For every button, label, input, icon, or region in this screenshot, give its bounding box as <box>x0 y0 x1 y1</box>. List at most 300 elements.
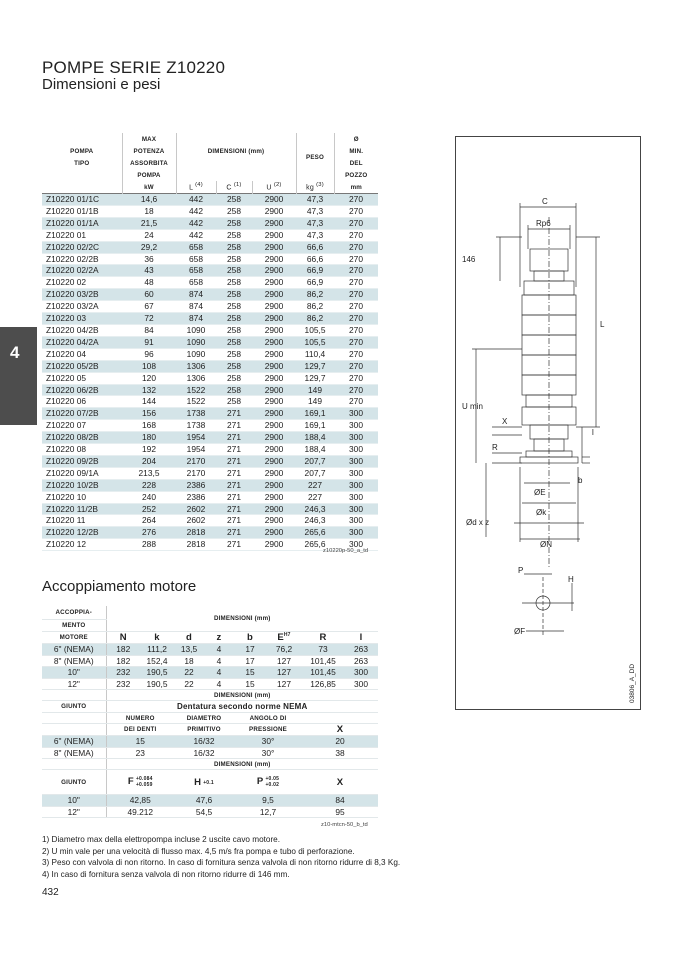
table-cell: 21,5 <box>122 217 176 229</box>
table-cell: 246,3 <box>296 503 334 515</box>
table-cell: 2900 <box>252 444 296 456</box>
table-cell: 190,5 <box>140 667 174 679</box>
label-k: Øk <box>536 508 547 517</box>
table-cell: 127 <box>266 667 302 679</box>
table-cell: 49.212 <box>106 806 174 818</box>
table-cell: 271 <box>216 420 252 432</box>
table-row <box>42 241 378 253</box>
table-cell: 2818 <box>176 539 216 551</box>
table-cell: 240 <box>122 491 176 503</box>
table-cell: 271 <box>216 503 252 515</box>
table-cell: 271 <box>216 491 252 503</box>
table-cell: 12" <box>42 678 106 690</box>
table-row <box>42 479 378 491</box>
table-cell: 1954 <box>176 444 216 456</box>
table-cell: 246,3 <box>296 515 334 527</box>
pump-model: Z10220 03/2B <box>42 289 122 301</box>
table-cell: 169,1 <box>296 420 334 432</box>
table-cell: 258 <box>216 241 252 253</box>
table-cell: 258 <box>216 229 252 241</box>
table-cell: 874 <box>176 301 216 313</box>
table-cell: 72 <box>122 313 176 325</box>
table-cell: 10" <box>42 667 106 679</box>
table-cell: 270 <box>334 241 378 253</box>
pump-model: Z10220 05 <box>42 372 122 384</box>
header-peso: PESO <box>296 145 334 169</box>
table-cell: 270 <box>334 348 378 360</box>
table-cell: 144 <box>122 396 176 408</box>
table-cell: 300 <box>334 491 378 503</box>
header-giunto: GIUNTO <box>42 701 106 713</box>
header-u-note: (2) <box>273 182 282 189</box>
table-cell: 1306 <box>176 360 216 372</box>
table-row <box>42 667 378 679</box>
table-cell: 2900 <box>252 360 296 372</box>
table-cell: 213,5 <box>122 467 176 479</box>
pump-model: Z10220 08/2B <box>42 432 122 444</box>
table-cell: 258 <box>216 336 252 348</box>
pump-dimensions-table <box>42 133 378 551</box>
table-row <box>42 515 378 527</box>
table-cell: 2900 <box>252 527 296 539</box>
table-row <box>42 747 378 759</box>
table-cell: 126,85 <box>302 678 344 690</box>
table-cell: 658 <box>176 241 216 253</box>
pump-model: Z10220 09/1A <box>42 467 122 479</box>
table-cell: 17 <box>234 655 266 667</box>
table-row <box>42 360 378 372</box>
table-cell: 2900 <box>252 313 296 325</box>
table-cell: 258 <box>216 277 252 289</box>
table-cell: 108 <box>122 360 176 372</box>
table-row <box>42 384 378 396</box>
table-cell: 1954 <box>176 432 216 444</box>
table-cell: 12" <box>42 806 106 818</box>
header-p-tolerance: +0.02 <box>265 782 280 789</box>
table-cell: 1090 <box>176 348 216 360</box>
pump-model: Z10220 07/2B <box>42 408 122 420</box>
header-h-tolerance: +0.1 <box>203 780 214 787</box>
table-cell: 227 <box>296 479 334 491</box>
pump-model: Z10220 11 <box>42 515 122 527</box>
table-cell: 2900 <box>252 539 296 551</box>
header-pompa: POMPA <box>42 145 122 157</box>
header-f-tolerance: +0.059 <box>135 782 153 789</box>
table-cell: 188,4 <box>296 444 334 456</box>
pump-model: Z10220 02 <box>42 277 122 289</box>
label-rp6: Rp6 <box>536 219 551 228</box>
header-dimensioni-b: DIMENSIONI (mm) <box>106 690 378 701</box>
table-cell: 2900 <box>252 515 296 527</box>
table-row <box>42 336 378 348</box>
table-cell: 258 <box>216 396 252 408</box>
pump-model: Z10220 12 <box>42 539 122 551</box>
table-cell: 2818 <box>176 527 216 539</box>
header-c: C <box>226 184 232 192</box>
table-cell: 263 <box>344 644 378 656</box>
table-cell: 22 <box>174 667 204 679</box>
table-cell: 8" (NEMA) <box>42 747 106 759</box>
header-l-note: (4) <box>195 182 203 189</box>
table-cell: 2900 <box>252 265 296 277</box>
header-p: P <box>256 775 264 787</box>
table-cell: 15 <box>234 678 266 690</box>
header-kg: kg <box>306 184 314 192</box>
table-cell: 169,1 <box>296 408 334 420</box>
header-assorbita: ASSORBITA <box>122 157 176 169</box>
label-dxz: Ød x z <box>466 518 490 527</box>
table-cell: 300 <box>344 667 378 679</box>
label-l-lower: l <box>592 428 594 437</box>
header-c-note: (1) <box>233 182 242 189</box>
table-cell: 48 <box>122 277 176 289</box>
table-cell: 258 <box>216 348 252 360</box>
table-cell: 66,9 <box>296 277 334 289</box>
table-cell: 152,4 <box>140 655 174 667</box>
table-row <box>42 253 378 265</box>
table-cell: 127 <box>266 655 302 667</box>
table-cell: 60 <box>122 289 176 301</box>
table-cell: 188,4 <box>296 432 334 444</box>
pump-model: Z10220 06/2B <box>42 384 122 396</box>
table-cell: 156 <box>122 408 176 420</box>
label-r: R <box>492 443 498 452</box>
table-cell: 1090 <box>176 324 216 336</box>
header-giunto-c: GIUNTO <box>42 770 106 795</box>
table-row <box>42 348 378 360</box>
table-cell: 66,6 <box>296 241 334 253</box>
table-row <box>42 289 378 301</box>
footnotes <box>42 834 400 880</box>
table-cell: 180 <box>122 432 176 444</box>
table-cell: 149 <box>296 384 334 396</box>
table-cell: 1306 <box>176 372 216 384</box>
table-row <box>42 396 378 408</box>
table-cell: 4 <box>204 667 234 679</box>
label-f: ØF <box>514 627 526 636</box>
table-cell: 264 <box>122 515 176 527</box>
pump-model: Z10220 10 <box>42 491 122 503</box>
table-cell: 300 <box>334 479 378 491</box>
table-row <box>42 527 378 539</box>
table-cell: 2900 <box>252 372 296 384</box>
header-numero: NUMERO <box>106 713 174 724</box>
table-cell: 258 <box>216 253 252 265</box>
table-cell: 271 <box>216 479 252 491</box>
table-row <box>42 277 378 289</box>
table-cell: 271 <box>216 408 252 420</box>
label-146: 146 <box>462 255 476 264</box>
table-cell: 120 <box>122 372 176 384</box>
table-cell: 276 <box>122 527 176 539</box>
header-motore: MOTORE <box>42 632 106 644</box>
table-cell: 2900 <box>252 455 296 467</box>
table-cell: 84 <box>302 795 378 807</box>
table-cell: 270 <box>334 301 378 313</box>
header-kw: kW <box>122 181 176 194</box>
table-cell: 47,3 <box>296 205 334 217</box>
table-row <box>42 736 378 748</box>
table-cell: 258 <box>216 324 252 336</box>
pump-model: Z10220 02/2C <box>42 241 122 253</box>
table-row <box>42 444 378 456</box>
header-col: l <box>359 632 363 644</box>
header-diameter: Ø <box>353 135 359 143</box>
header-pozzo: POZZO <box>345 171 368 179</box>
table-cell: 84 <box>122 324 176 336</box>
table-cell: 66,9 <box>296 265 334 277</box>
table-cell: 265,6 <box>296 539 334 551</box>
footnote-4: 4) In caso di fornitura senza valvola di non ritorno ridurre di 146 mm. <box>42 869 290 879</box>
table-cell: 9,5 <box>234 795 302 807</box>
table-row <box>42 432 378 444</box>
header-f: F <box>127 775 134 787</box>
header-dimensioni-c: DIMENSIONI (mm) <box>106 759 378 770</box>
table-cell: 2900 <box>252 289 296 301</box>
header-kg-note: (3) <box>316 182 324 189</box>
pump-model: Z10220 03/2A <box>42 301 122 313</box>
table-cell: 1090 <box>176 336 216 348</box>
pump-model: Z10220 10/2B <box>42 479 122 491</box>
table-cell: 270 <box>334 217 378 229</box>
table-cell: 270 <box>334 324 378 336</box>
table-cell: 874 <box>176 313 216 325</box>
table-cell: 6" (NEMA) <box>42 644 106 656</box>
table-cell: 4 <box>204 678 234 690</box>
table-row <box>42 655 378 667</box>
table-cell: 204 <box>122 455 176 467</box>
table-cell: 258 <box>216 265 252 277</box>
table-cell: 271 <box>216 527 252 539</box>
header-dimensioni: DIMENSIONI (mm) <box>176 145 296 157</box>
table-cell: 2602 <box>176 503 216 515</box>
table-cell: 2170 <box>176 455 216 467</box>
table-cell: 270 <box>334 229 378 241</box>
section-title: Accoppiamento motore <box>42 578 197 595</box>
page-subtitle: Dimensioni e pesi <box>42 76 161 93</box>
table-cell: 270 <box>334 336 378 348</box>
table-cell: 22 <box>174 678 204 690</box>
table-row <box>42 455 378 467</box>
table-cell: 132 <box>122 384 176 396</box>
header-col: z <box>216 632 222 644</box>
pump-model: Z10220 02/2A <box>42 265 122 277</box>
table-cell: 271 <box>216 455 252 467</box>
table-cell: 300 <box>334 408 378 420</box>
table-cell: 258 <box>216 289 252 301</box>
table-cell: 300 <box>334 515 378 527</box>
table-cell: 43 <box>122 265 176 277</box>
table-cell: 2386 <box>176 479 216 491</box>
label-p: P <box>518 566 524 575</box>
table-cell: 270 <box>334 253 378 265</box>
table-row <box>42 301 378 313</box>
table-row <box>42 491 378 503</box>
table-cell: 76,2 <box>266 644 302 656</box>
pump-model: Z10220 01/1A <box>42 217 122 229</box>
table-cell: 2900 <box>252 396 296 408</box>
table-row <box>42 467 378 479</box>
table-cell: 2170 <box>176 467 216 479</box>
table-cell: 91 <box>122 336 176 348</box>
table-cell: 270 <box>334 360 378 372</box>
table-cell: 2900 <box>252 336 296 348</box>
table-cell: 271 <box>216 467 252 479</box>
table-cell: 17 <box>234 644 266 656</box>
header-col: N <box>119 632 127 644</box>
table-cell: 2900 <box>252 348 296 360</box>
header-u: U <box>266 184 272 192</box>
header-tipo: TIPO <box>42 157 122 169</box>
header-f-tolerance: +0.084 <box>135 776 153 783</box>
header-max: MAX <box>122 133 176 145</box>
table-cell: 258 <box>216 384 252 396</box>
table-cell: 270 <box>334 265 378 277</box>
table-cell: 192 <box>122 444 176 456</box>
table-cell: 47,6 <box>174 795 234 807</box>
table-row <box>42 420 378 432</box>
table-cell: 47,3 <box>296 217 334 229</box>
pump-model: Z10220 06 <box>42 396 122 408</box>
table-cell: 47,3 <box>296 194 334 206</box>
header-diametro: DIAMETRO <box>174 713 234 724</box>
page-number: 432 <box>42 887 59 898</box>
table-row <box>42 806 378 818</box>
table-row <box>42 644 378 656</box>
pump-model: Z10220 05/2B <box>42 360 122 372</box>
table-cell: 2900 <box>252 301 296 313</box>
table-cell: 2900 <box>252 324 296 336</box>
table-cell: 129,7 <box>296 372 334 384</box>
table-row <box>42 678 378 690</box>
header-x: X <box>302 724 378 736</box>
footnote-2: 2) U min vale per una velocità di flusso max. 4,5 m/s fra pompa e tubo di perforazione. <box>42 846 355 856</box>
table-cell: 182 <box>106 655 140 667</box>
table-row <box>42 324 378 336</box>
table-row <box>42 313 378 325</box>
header-col: E <box>277 632 284 644</box>
table-cell: 18 <box>122 205 176 217</box>
table-cell: 270 <box>334 372 378 384</box>
table-cell: 127 <box>266 678 302 690</box>
table-cell: 16/32 <box>174 736 234 748</box>
header-col: b <box>246 632 253 644</box>
table-cell: 101,45 <box>302 655 344 667</box>
table-cell: 13,5 <box>174 644 204 656</box>
table-row <box>42 194 378 206</box>
table-cell: 101,45 <box>302 667 344 679</box>
table-code: z10220p-50_a_td <box>323 548 369 554</box>
table-cell: 95 <box>302 806 378 818</box>
table-cell: 258 <box>216 372 252 384</box>
table-cell: 270 <box>334 289 378 301</box>
pump-model: Z10220 11/2B <box>42 503 122 515</box>
table-cell: 658 <box>176 253 216 265</box>
table-cell: 16/32 <box>174 747 234 759</box>
pump-model: Z10220 02/2B <box>42 253 122 265</box>
pump-model: Z10220 12/2B <box>42 527 122 539</box>
label-h: H <box>568 575 574 584</box>
pump-model: Z10220 04 <box>42 348 122 360</box>
label-umin: U min <box>462 402 483 411</box>
label-b: b <box>578 476 583 485</box>
table-cell: 2900 <box>252 491 296 503</box>
table-cell: 1522 <box>176 384 216 396</box>
table-cell: 12,7 <box>234 806 302 818</box>
label-x: X <box>502 417 508 426</box>
table-cell: 2900 <box>252 432 296 444</box>
table-cell: 265,6 <box>296 527 334 539</box>
table-cell: 271 <box>216 515 252 527</box>
header-accoppia: ACCOPPIA- <box>42 606 106 620</box>
table-cell: 232 <box>106 678 140 690</box>
pump-model: Z10220 03 <box>42 313 122 325</box>
table-cell: 2900 <box>252 241 296 253</box>
footnote-3: 3) Peso con valvola di non ritorno. In caso di fornitura senza valvola di non ritorno ridurre di 8,3 Kg. <box>42 858 401 867</box>
table-cell: 105,5 <box>296 324 334 336</box>
table-cell: 23 <box>106 747 174 759</box>
table-cell: 190,5 <box>140 678 174 690</box>
table-cell: 270 <box>334 396 378 408</box>
table-cell: 66,6 <box>296 253 334 265</box>
table-cell: 1738 <box>176 408 216 420</box>
table-cell: 47,3 <box>296 229 334 241</box>
table-cell: 442 <box>176 194 216 206</box>
table-cell: 874 <box>176 289 216 301</box>
table-cell: 442 <box>176 217 216 229</box>
table-cell: 270 <box>334 277 378 289</box>
table-row <box>42 205 378 217</box>
pump-model: Z10220 04/2B <box>42 324 122 336</box>
table-cell: 1738 <box>176 420 216 432</box>
table-cell: 300 <box>334 420 378 432</box>
pump-model: Z10220 09/2B <box>42 455 122 467</box>
header-mento: MENTO <box>42 620 106 632</box>
table-row <box>42 408 378 420</box>
table-cell: 15 <box>106 736 174 748</box>
table-cell: 2900 <box>252 467 296 479</box>
technical-drawing <box>455 136 641 710</box>
table-cell: 2900 <box>252 217 296 229</box>
table-cell: 6" (NEMA) <box>42 736 106 748</box>
table-cell: 86,2 <box>296 301 334 313</box>
pump-model: Z10220 07 <box>42 420 122 432</box>
header-dei-denti: DEI DENTI <box>106 724 174 736</box>
table-cell: 270 <box>334 194 378 206</box>
table-cell: 86,2 <box>296 313 334 325</box>
table-cell: 658 <box>176 265 216 277</box>
footnote-1: 1) Diametro max della elettropompa incluse 2 uscite cavo motore. <box>42 835 281 844</box>
table-cell: 110,4 <box>296 348 334 360</box>
table-cell: 30° <box>234 736 302 748</box>
table-cell: 2602 <box>176 515 216 527</box>
table-cell: 168 <box>122 420 176 432</box>
header-pressione: PRESSIONE <box>234 724 302 736</box>
table-row <box>42 217 378 229</box>
table-row <box>42 372 378 384</box>
label-l-upper: L <box>600 320 605 329</box>
header-dentatura: Dentatura secondo norme NEMA <box>106 701 378 713</box>
table-cell: 207,7 <box>296 467 334 479</box>
header-potenza: POTENZA <box>122 145 176 157</box>
table-cell: 38 <box>302 747 378 759</box>
label-n: ØN <box>540 540 552 549</box>
table-cell: 149 <box>296 396 334 408</box>
header-min: MIN. <box>349 147 364 155</box>
table-cell: 2900 <box>252 420 296 432</box>
chapter-tab <box>0 327 37 425</box>
table-cell: 252 <box>122 503 176 515</box>
